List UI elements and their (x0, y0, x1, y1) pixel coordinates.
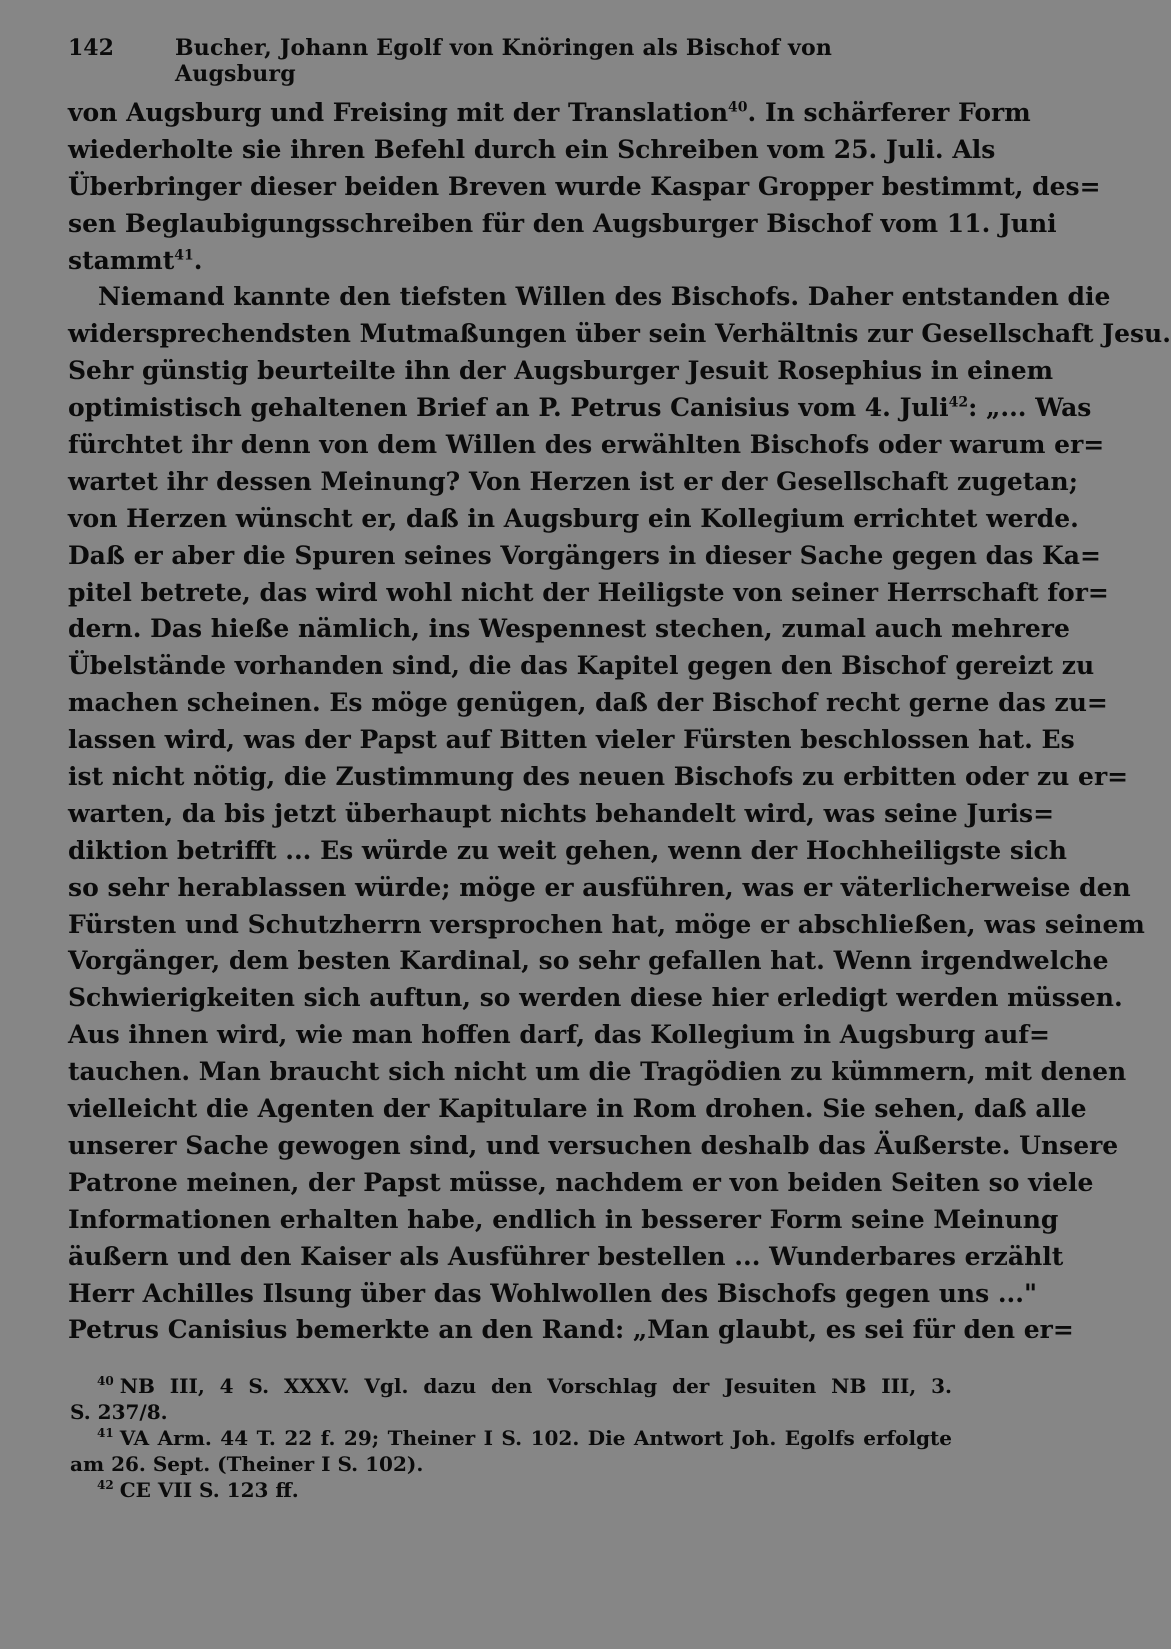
main-text (68, 95, 1171, 1349)
text-line: pitel betrete, das wird wohl nicht der Heiligste von seiner Herrschaft for= (68, 577, 1109, 607)
footnote-41-continuation: am 26. Sept. (Theiner I S. 102). (70, 1452, 424, 1476)
footnote-40-continuation: S. 237/8. (70, 1400, 168, 1424)
text-line: sen Beglaubigungsschreiben für den Augsburger Bischof vom 11. Juni (68, 208, 1057, 238)
text-line: Überbringer dieser beiden Breven wurde Kaspar Gropper bestimmt, des= (68, 171, 1101, 201)
text-line: optimistisch gehaltenen Brief an P. Petrus Canisius vom 4. Juli$^{42}$: „... Was (68, 393, 1092, 423)
footnote-40: $^{40}$ NB III, 4 S. XXXV. Vgl. dazu den Vorschlag der Jesuiten NB III, 3. (97, 1374, 952, 1398)
text-line: widersprechendsten Mutmaßungen über sein Verhältnis zur Gesellschaft Jesu. (68, 319, 1171, 349)
text-line: Sehr günstig beurteilte ihn der Augsburger Jesuit Rosephius in einem (68, 356, 1054, 386)
footnotes (70, 1373, 952, 1503)
footnote-ref[interactable]: 41 (174, 247, 194, 264)
running-title: Bucher, Johann Egolf von Knöringen als Bischof von Augsburg (175, 35, 833, 87)
text-line: Schwierigkeiten sich auftun, so werden diese hier erledigt werden müssen. (68, 983, 1123, 1013)
text-line: von Herzen wünscht er, daß in Augsburg ein Kollegium errichtet werde. (68, 503, 1079, 533)
text-line: unserer Sache gewogen sind, und versuchen deshalb das Äußerste. Unsere (68, 1130, 1119, 1160)
text-line: dern. Das hieße nämlich, ins Wespennest stechen, zumal auch mehrere (68, 614, 1070, 644)
page-header (68, 32, 854, 87)
text-line: Patrone meinen, der Papst müsse, nachdem er von beiden Seiten so viele (68, 1167, 1094, 1197)
footnote-number: 40 (97, 1374, 114, 1389)
page-number: 142 (68, 35, 114, 61)
text-line: diktion betrifft ... Es würde zu weit gehen, wenn der Hochheiligste sich (68, 835, 1067, 865)
text-line: vielleicht die Agenten der Kapitulare in Rom drohen. Sie sehen, daß alle (68, 1094, 1087, 1124)
text-line: Daß er aber die Spuren seines Vorgängers in dieser Sache gegen das Ka= (68, 540, 1101, 570)
text-line: Herr Achilles Ilsung über das Wohlwollen des Bischofs gegen uns ..." (68, 1278, 1037, 1308)
text-line: lassen wird, was der Papst auf Bitten vieler Fürsten beschlossen hat. Es (68, 725, 1075, 755)
text-line: Übelstände vorhanden sind, die das Kapitel gegen den Bischof gereizt zu (68, 651, 1095, 681)
footnote-ref[interactable]: 42 (948, 394, 969, 411)
text-line: Vorgänger, dem besten Kardinal, so sehr gefallen hat. Wenn irgendwelche (68, 946, 1109, 976)
footnote-42: $^{42}$ CE VII S. 123 ff. (97, 1478, 299, 1502)
text-line: so sehr herablassen würde; möge er ausführen, was er väterlicherweise den (68, 872, 1131, 902)
text-line: ist nicht nötig, die Zustimmung des neuen Bischofs zu erbitten oder zu er= (68, 762, 1129, 792)
footnote-number: 41 (97, 1426, 114, 1441)
text-line: von Augsburg und Freising mit der Translation$^{40}$. In schärferer Form (68, 98, 1031, 127)
text-line: Fürsten und Schutzherrn versprochen hat, möge er abschließen, was seinem (68, 909, 1145, 939)
footnote-41: $^{41}$ VA Arm. 44 T. 22 f. 29; Theiner I S. 102. Die Antwort Joh. Egolfs erfolgte (97, 1426, 952, 1450)
text-line: machen scheinen. Es möge genügen, daß der Bischof recht gerne das zu= (68, 688, 1108, 718)
text-line: stammt$^{41}$. (68, 245, 203, 275)
text-line: Niemand kannte den tiefsten Willen des Bischofs. Daher entstanden die (98, 282, 1111, 312)
text-line: tauchen. Man braucht sich nicht um die Tragödien zu kümmern, mit denen (68, 1057, 1127, 1087)
text-line: äußern und den Kaiser als Ausführer bestellen ... Wunderbares erzählt (68, 1241, 1064, 1271)
text-line: Informationen erhalten habe, endlich in besserer Form seine Meinung (68, 1204, 1059, 1234)
text-line: fürchtet ihr denn von dem Willen des erwählten Bischofs oder warum er= (68, 430, 1105, 460)
text-line: Petrus Canisius bemerkte an den Rand: „Man glaubt, es sei für den er= (68, 1315, 1074, 1345)
text-line: wartet ihr dessen Meinung? Von Herzen ist er der Gesellschaft zugetan; (68, 466, 1078, 496)
footnote-number: 42 (97, 1478, 114, 1493)
footnote-ref[interactable]: 40 (728, 99, 748, 116)
text-line: wiederholte sie ihren Befehl durch ein Schreiben vom 25. Juli. Als (68, 134, 996, 164)
text-line: warten, da bis jetzt überhaupt nichts behandelt wird, was seine Juris= (68, 798, 1055, 828)
text-line: Aus ihnen wird, wie man hoffen darf, das Kollegium in Augsburg auf= (68, 1020, 1050, 1050)
